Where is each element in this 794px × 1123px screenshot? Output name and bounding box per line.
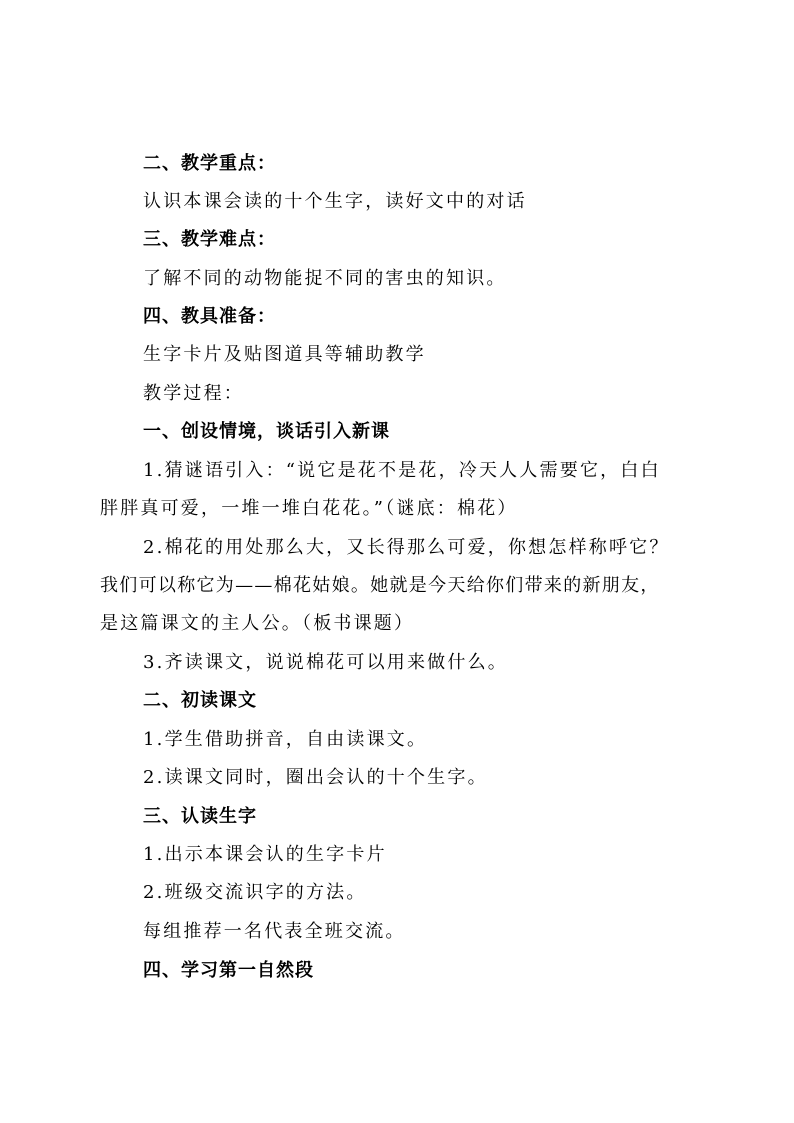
paragraph-riddle-line-2: 胖胖真可爱，一堆一堆白花花。”（谜底：棉花）	[100, 498, 518, 519]
paragraph-riddle-line-1: 1.猜谜语引入：“说它是花不是花，冷天人人需要它，白白	[143, 460, 661, 481]
paragraph-show-cards: 1.出示本课会认的生字卡片	[143, 844, 387, 865]
paragraph-difficulty-content: 了解不同的动物能捉不同的害虫的知识。	[143, 268, 507, 289]
heading-section-2: 二、初读课文	[143, 690, 257, 711]
paragraph-circle-characters: 2.读课文同时，圈出会认的十个生字。	[143, 767, 488, 788]
paragraph-cotton-line-2: 我们可以称它为——棉花姑娘。她就是今天给你们带来的新朋友，	[100, 575, 660, 596]
paragraph-focus-content: 认识本课会读的十个生字，读好文中的对话	[143, 191, 527, 212]
label-teaching-process: 教学过程：	[143, 383, 244, 404]
heading-section-4: 四、学习第一自然段	[143, 960, 314, 981]
paragraph-cotton-line-3: 是这篇课文的主人公。（板书课题）	[100, 613, 415, 634]
paragraph-read-aloud: 3.齐读课文，说说棉花可以用来做什么。	[143, 652, 508, 673]
paragraph-aids-content: 生字卡片及贴图道具等辅助教学	[143, 344, 426, 365]
paragraph-class-exchange: 2.班级交流识字的方法。	[143, 882, 367, 903]
heading-section-1: 一、创设情境，谈话引入新课	[143, 421, 390, 442]
paragraph-group-representative: 每组推荐一名代表全班交流。	[143, 921, 406, 942]
paragraph-pinyin-reading: 1.学生借助拼音，自由读课文。	[143, 729, 428, 750]
paragraph-cotton-line-1: 2.棉花的用处那么大，又长得那么可爱，你想怎样称呼它？	[143, 537, 670, 558]
heading-section-3: 三、认读生字	[143, 806, 257, 827]
heading-teaching-aids: 四、教具准备：	[143, 306, 276, 327]
heading-teaching-focus: 二、教学重点：	[143, 153, 276, 174]
heading-teaching-difficulty: 三、教学难点：	[143, 229, 276, 250]
